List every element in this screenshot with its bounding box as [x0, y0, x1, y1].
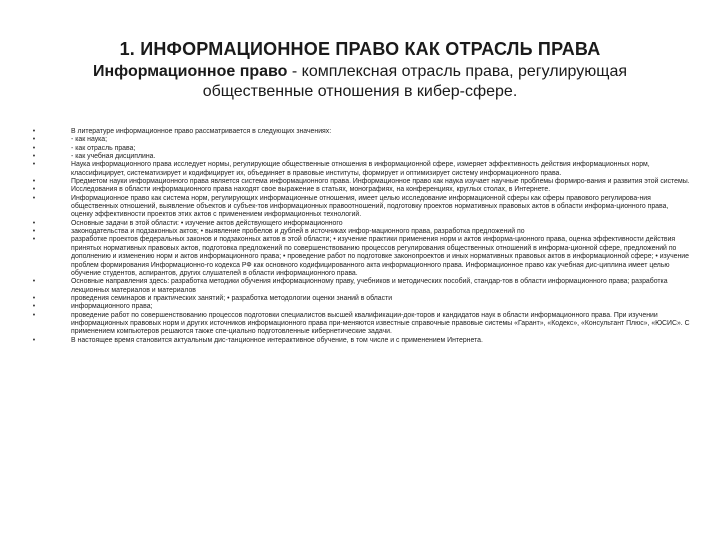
subtitle — [40, 62, 680, 102]
bullet-icon: • — [32, 136, 36, 144]
bullet-icon: • — [32, 128, 36, 135]
bullet-icon: • — [32, 153, 36, 161]
list-item-text: Основные задачи в этой области: • изучение актов действующего информационного — [71, 219, 343, 227]
list-item-text: законодательства и подзаконных актов; • выявление пробелов и дублей в источниках инфор-мационного права, разработка предложений по — [71, 228, 525, 236]
bullet-icon: • — [32, 186, 36, 194]
list-item — [30, 236, 692, 278]
list-item-text: Основные направления здесь: разработка методики обучения информационному праву, учебников и методических пособий, стандар-тов в области информационного права; разработка лекционных материалов и материалов — [71, 278, 668, 294]
bullet-icon: • — [32, 336, 36, 344]
list-item — [30, 303, 692, 311]
bullet-icon: • — [32, 311, 36, 319]
list-item-text: Исследования в области информационного права находят свое выражение в статьях, монографиях, на конференциях, круглых столах, в Интернете. — [71, 186, 551, 194]
bullet-icon: • — [32, 228, 36, 236]
bullet-icon: • — [32, 194, 36, 202]
list-item-text: проведения семинаров и практических занятий; • разработка методологии оценки знаний в области — [71, 294, 393, 302]
list-item-text: Информационное право как система норм, регулирующих информационные отношения, имеет целью исследование информационной сферы как сферы правового регулирова-ния общественных отношений, выявление объектов и субъек-тов информационных правоотношений, подготовку проектов нормативных правовых актов в области информа-ционного права, оценку эффективности проектов этих актов с применением информационных технологий. — [71, 194, 669, 219]
list-item — [30, 186, 692, 194]
list-item — [30, 136, 692, 144]
list-item-text: - как отрасль права; — [71, 144, 136, 152]
list-item — [30, 195, 692, 220]
list-item-text: информационного права; — [71, 303, 153, 311]
bullet-icon: • — [32, 278, 36, 286]
list-item-text: - как учебная дисциплина. — [71, 153, 156, 161]
bullet-icon: • — [32, 161, 36, 169]
page-title: 1. ИНФОРМАЦИОННОЕ ПРАВО КАК ОТРАСЛЬ ПРАВА — [119, 39, 601, 59]
list-item-text: разработке проектов федеральных законов и подзаконных актов в этой области; • изучение практики применения норм и актов информа-ционного права, оценка эффективности действия принятых нормативных правовых актов, подготовка предложений по совершенствованию процессов регулирования общественных отношений в информа-ционной сфере, предложений по дополнению и изменению норм и актов информационного права; • проведение работ по подготовке законопроектов и иных нормативных правовых актов в информационной сфере; • изучение проблем формирования Информационно-го кодекса РФ как основного кодифицированного акта информационного права. Информационное право как учебная дис-циплина имеет целью обучение студентов, аспирантов, других слушателей в области информационного права. — [71, 236, 689, 277]
list-item-text: Предметом науки информационного права является система информационного права. Информационное право как наука изучает научные проблемы формиро-вания и развития этой системы. — [71, 178, 690, 186]
bullet-list — [30, 128, 692, 345]
list-item — [30, 161, 692, 178]
list-item-text: В литературе информационное право рассматривается в следующих значениях: — [71, 128, 332, 135]
bullet-icon: • — [32, 219, 36, 227]
subtitle-definition: - комплексная отрасль права, регулирующая общественные отношения в кибер-сфере. — [202, 63, 627, 100]
list-item — [30, 145, 692, 153]
bullet-icon: • — [32, 294, 36, 302]
list-item — [30, 278, 692, 295]
bullet-icon: • — [32, 236, 36, 244]
list-item-text: - как наука; — [71, 136, 108, 144]
bullet-icon: • — [32, 144, 36, 152]
list-item — [30, 337, 692, 345]
list-item — [30, 312, 692, 337]
bullet-icon: • — [32, 178, 36, 186]
list-item-text: Наука информационного права исследует нормы, регулирующие общественные отношения в информационной сфере, измеряет эффективность действия информационных норм, классифицирует, систематизирует и кодифицирует их, объединяет в правовые институты, формирует и оптимизирует систему информационного права. — [71, 161, 650, 177]
list-item — [30, 128, 692, 136]
list-item — [30, 295, 692, 303]
subtitle-term: Информационное право — [92, 63, 288, 80]
bullet-icon: • — [32, 303, 36, 311]
list-item-text: проведение работ по совершенствованию процессов подготовки специалистов высшей квалификации-док-торов и кандидатов наук в области информационного права. При изучении информационных правовых норм и других источников информационного права при-меняются известные справочные правовые системы «Гарант», «Кодекс», «Консультант Плюс», «ЮСИС». С применением компьютеров решаются также спе-циально подготовленные кибернетические задачи. — [71, 311, 690, 336]
list-item — [30, 220, 692, 228]
list-item-text: В настоящее время становится актуальным дис-танционное интерактивное обучение, в том числе и с применением Интернета. — [71, 336, 483, 344]
